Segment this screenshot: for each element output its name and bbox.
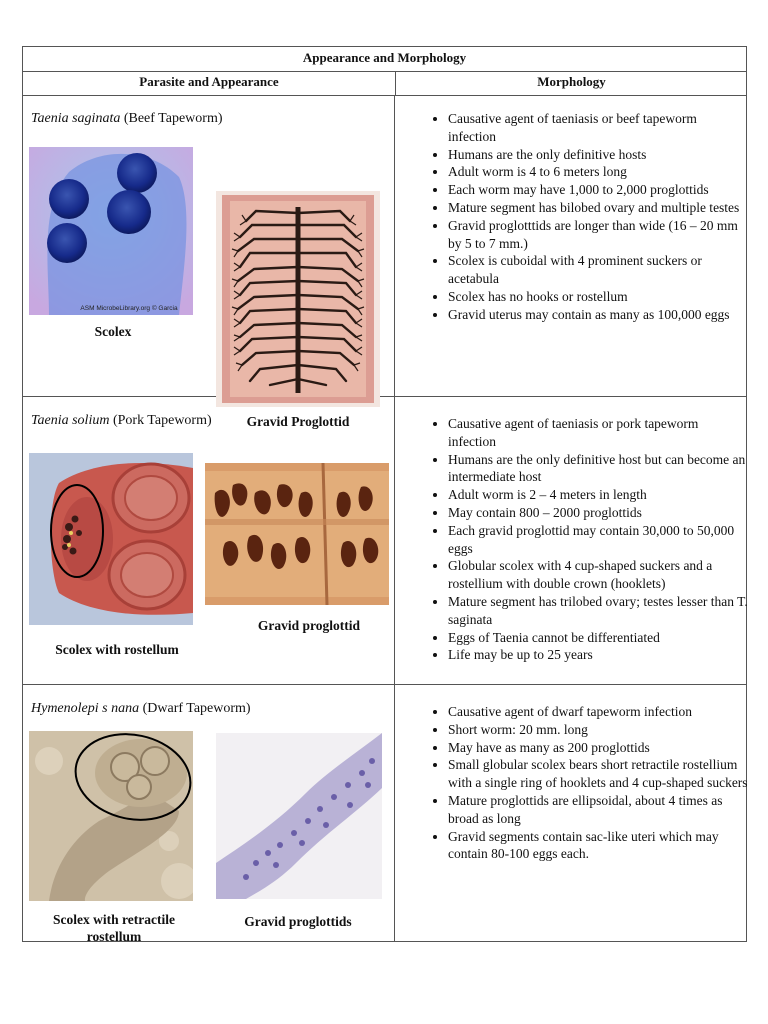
morphology-cell [396, 397, 747, 684]
scolex-with-retractile-rostellum-image [29, 731, 193, 901]
list-item: • Scolex is cuboidal with 4 prominent suckers or acetabula [448, 252, 748, 288]
parasite-name: Taenia saginata (Beef Tapeworm) [31, 111, 223, 126]
list-item: • Causative agent of taeniasis or beef tapeworm infection [448, 110, 748, 146]
list-item: • Globular scolex with 4 cup-shaped suckers and a rostellium with double crown (hooklets) [448, 557, 748, 593]
list-item: • May have as many as 200 proglottids [448, 739, 748, 757]
gravid-proglottid-caption: Gravid Proglottid [246, 414, 350, 429]
list-item: • Small globular scolex bears short retractile rostellium with a single ring of hooklets and 4 cup-shaped suckers [448, 756, 748, 792]
column-header-parasite: Parasite and Appearance [23, 71, 396, 95]
header-row [23, 71, 746, 96]
list-item: • Each gravid proglottid may contain 30,000 to 50,000 eggs [448, 522, 748, 558]
list-item: • Scolex has no hooks or rostellum [448, 288, 748, 306]
parasite-cell [23, 685, 395, 944]
morphology-list [430, 415, 748, 664]
scolex-with-rostellum-image [29, 453, 193, 625]
gravid-proglottid-image [216, 191, 380, 407]
parasite-name: Hymenolepi s nana (Dwarf Tapeworm) [31, 701, 251, 716]
parasite-name: Taenia solium (Pork Tapeworm) [31, 413, 212, 428]
list-item: • Humans are the only definitive host but can become an intermediate host [448, 451, 748, 487]
morphology-list [430, 110, 748, 324]
list-item: • Mature segment has trilobed ovary; testes lesser than T. saginata [448, 593, 748, 629]
table-row-hymenolepis-nana [23, 685, 748, 944]
gravid-proglottid-caption: Gravid proglottid [257, 618, 361, 633]
gravid-proglottids-caption: Gravid proglottids [244, 914, 352, 929]
list-item: • May contain 800 – 2000 proglottids [448, 504, 748, 522]
list-item: • Mature proglottids are ellipsoidal, about 4 times as broad as long [448, 792, 748, 828]
morphology-table [22, 46, 747, 942]
list-item: • Humans are the only definitive hosts [448, 146, 748, 164]
morphology-cell [396, 685, 747, 941]
table-row-taenia-solium [23, 397, 746, 685]
list-item: • Causative agent of taeniasis or pork tapeworm infection [448, 415, 748, 451]
list-item: • Gravid uterus may contain as many as 100,000 eggs [448, 306, 748, 324]
watermark-text: ASM MicrobeLibrary.org © Garcia [80, 305, 178, 312]
list-item: • Short worm: 20 mm. long [448, 721, 748, 739]
gravid-proglottid-image [205, 463, 389, 605]
scolex-with-rostellum-caption: Scolex with rostellum [55, 642, 179, 657]
table-title: Appearance and Morphology [23, 47, 746, 72]
list-item: • Gravid segments contain sac-like uteri which may contain 80-100 eggs each. [448, 828, 748, 864]
list-item: • Adult worm is 2 – 4 meters in length [448, 486, 748, 504]
list-item: • Eggs of Taenia cannot be differentiated [448, 629, 748, 647]
scolex-image [29, 147, 193, 315]
parasite-cell [23, 397, 395, 684]
list-item: • Adult worm is 4 to 6 meters long [448, 163, 748, 181]
list-item: • Gravid proglotttids are longer than wide (16 – 20 mm by 5 to 7 mm.) [448, 217, 748, 253]
list-item: • Mature segment has bilobed ovary and multiple testes [448, 199, 748, 217]
list-item: • Causative agent of dwarf tapeworm infection [448, 703, 748, 721]
list-item: • Each worm may have 1,000 to 2,000 proglottids [448, 181, 748, 199]
morphology-list [430, 703, 748, 863]
list-item: • Life may be up to 25 years [448, 646, 748, 664]
morphology-cell [396, 95, 747, 396]
scolex-caption: Scolex [94, 324, 132, 339]
gravid-proglottids-image [216, 733, 382, 899]
column-header-morphology: Morphology [537, 74, 606, 89]
scolex-with-retractile-rostellum-caption: Scolex with retractile rostellum [53, 912, 175, 944]
